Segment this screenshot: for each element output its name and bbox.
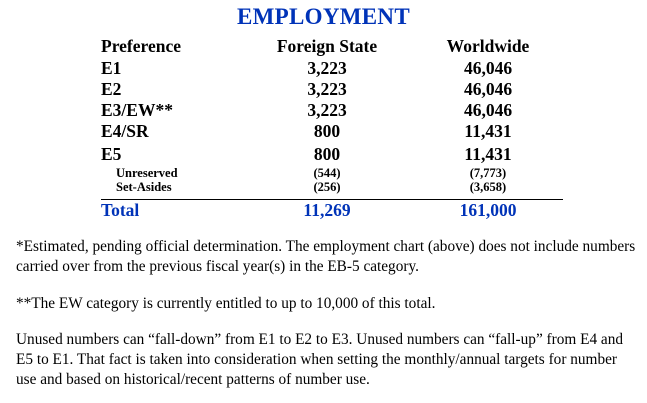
row-worldwide-e2: 46,046 (463, 79, 513, 99)
footnote-estimated: *Estimated, pending official determination. The employment chart (above) does not include numbers carried over from the previous fiscal year(s) in the EB-5 category. (16, 238, 636, 275)
total-foreign-state: 11,269 (303, 200, 351, 220)
row-foreign-e1: 3,223 (307, 58, 347, 78)
row-foreign-e2: 3,223 (307, 79, 347, 99)
row-foreign-e5: 800 (313, 144, 341, 164)
row-foreign-e3: 3,223 (307, 100, 347, 120)
row-label-e2: E2 (101, 79, 122, 99)
footnote-ew-category: **The EW category is currently entitled to up to 10,000 of this total. (16, 295, 436, 312)
subrow-label-unreserved: Unreserved (116, 166, 178, 180)
subrow-worldwide-unreserved: (7,773) (469, 166, 507, 180)
row-worldwide-e4: 11,431 (464, 121, 512, 141)
total-worldwide: 161,000 (459, 200, 517, 220)
row-worldwide-e5: 11,431 (464, 144, 512, 164)
row-label-e3: E3/EW** (101, 100, 173, 120)
row-label-e4: E4/SR (101, 121, 149, 141)
row-label-e5: E5 (101, 144, 122, 164)
subrow-label-set-asides: Set-Asides (116, 180, 172, 194)
header-foreign-state: Foreign State (276, 36, 378, 56)
total-label: Total (101, 200, 140, 220)
row-worldwide-e3: 46,046 (463, 100, 513, 120)
header-preference: Preference (101, 36, 181, 56)
page-title: EMPLOYMENT (237, 4, 410, 29)
footnote-fall-down-up: Unused numbers can “fall-down” from E1 to E2 to E3. Unused numbers can “fall-up” from E4 and E5 to E1. That fact is taken into consideration when setting the monthly/annual targets for number use and based on historical/recent patterns of number use. (16, 331, 624, 388)
subrow-foreign-set-asides: (256) (313, 180, 341, 194)
row-label-e1: E1 (101, 58, 122, 78)
subrow-worldwide-set-asides: (3,658) (469, 180, 507, 194)
subrow-foreign-unreserved: (544) (313, 166, 341, 180)
header-worldwide: Worldwide (446, 36, 530, 56)
row-worldwide-e1: 46,046 (463, 58, 513, 78)
row-foreign-e4: 800 (313, 121, 341, 141)
